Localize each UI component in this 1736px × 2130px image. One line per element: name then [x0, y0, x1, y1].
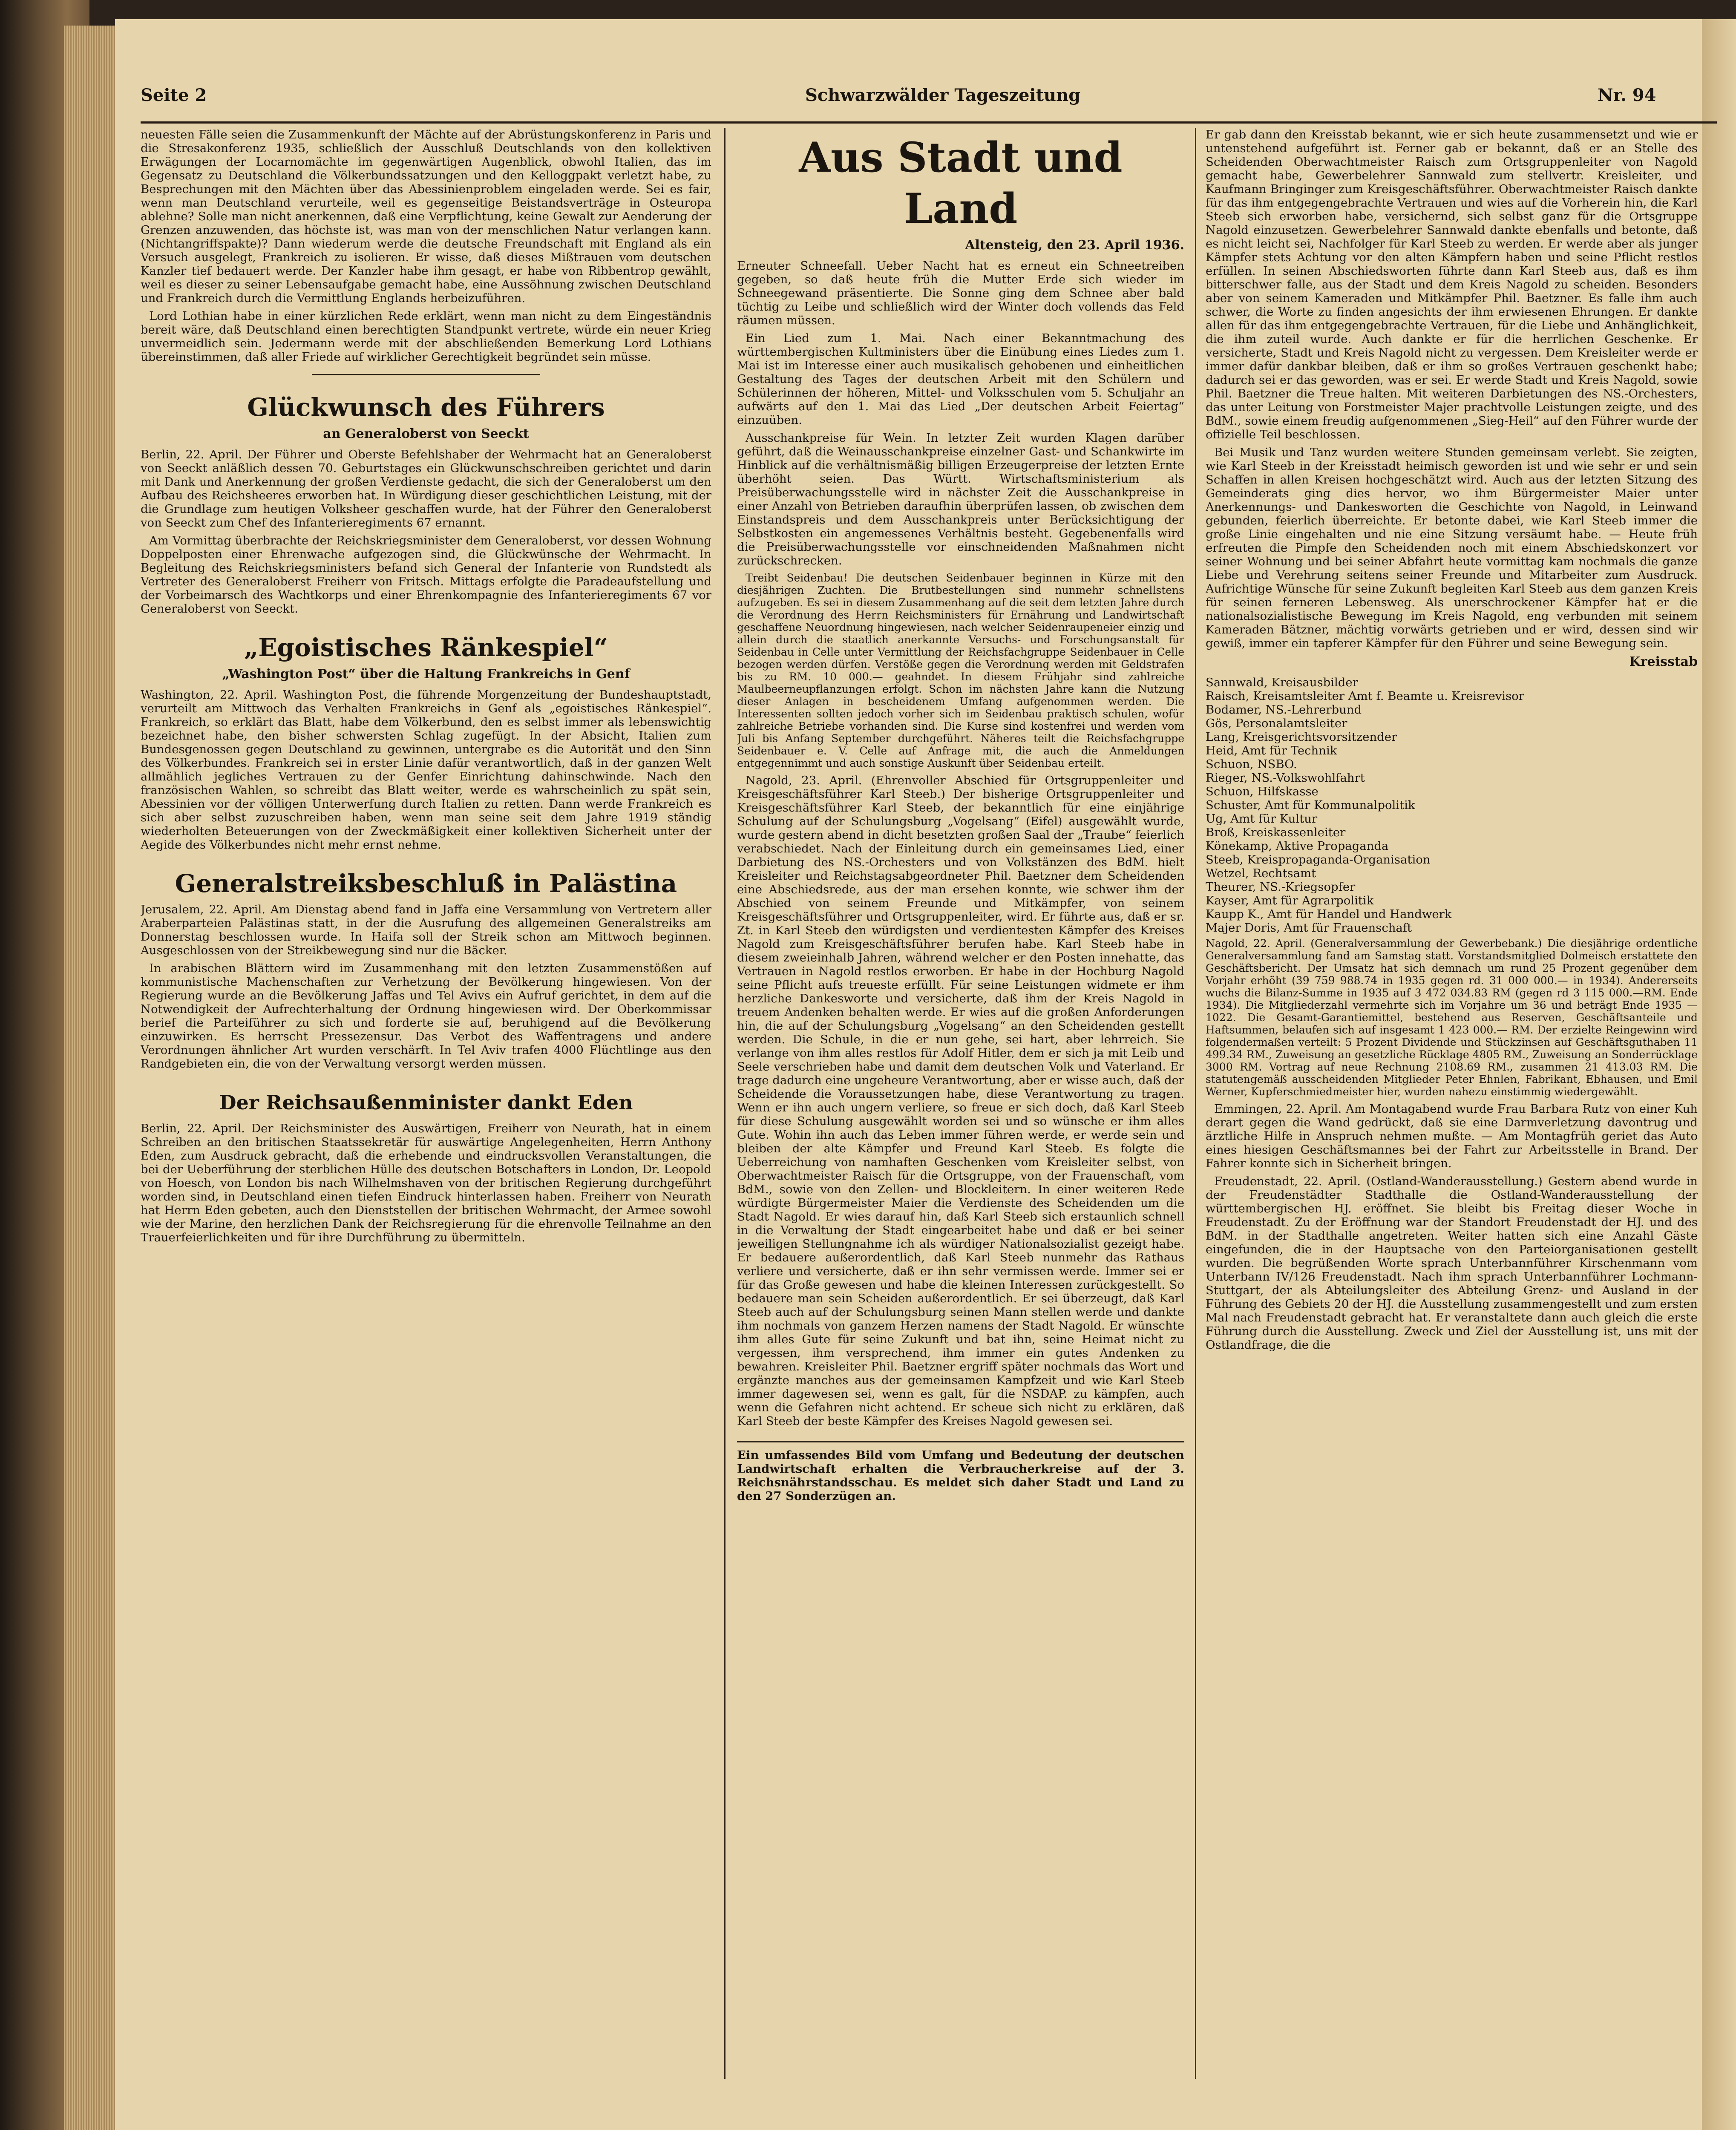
- kreisstab-entry: Schuster, Amt für Kommunalpolitik: [1206, 798, 1415, 812]
- column-divider: [1195, 128, 1196, 2079]
- dateline: Altensteig, den 23. April 1936.: [965, 238, 1184, 253]
- kreisstab-entry: Könekamp, Aktive Propaganda: [1206, 839, 1389, 853]
- article-text: Emmingen, 22. April. Am Montagabend wurde Frau Barbara Rutz von einer Kuh derart gegen die Wand gedrückt, daß sie eine Darmverletzung davontrug und ärztliche Hilfe in Anspruch nehmen mußte. — Am Montagfrüh geriet das Auto eines hiesigen Geschäftsmannes bei der Fahrt zur Arbeitsstelle in Brand. Der Fahrer konnte sich in Sicherheit bringen.: [1206, 1102, 1698, 1170]
- kreisstab-entry: Majer Doris, Amt für Frauenschaft: [1206, 921, 1412, 935]
- article-text: Nagold, 23. April. (Ehrenvoller Abschied für Ortsgruppenleiter und Kreisgeschäftsführer Karl Steeb.) Der bisherige Ortsgruppenleiter und Kreisgeschäftsführer Karl Steeb, der bekanntlich für eine einjährige Schulung auf der Schulungsburg „Vogelsang“ (Eifel) ausgewählt wurde, wurde gestern abend in dicht besetzten großen Saal der „Traube“ feierlich verabschiedet. Nach der Einleitung durch ein gemeinsames Lied, einer Darbietung des NS.-Orchesters und von Volkstänzen des BdM. hielt Kreisleiter und Reichstagsabgeordneter Phil. Baetzner dem Scheidenden eine Abschiedsrede, aus der man ersehen konnte, wie schwer ihm der Abschied von seinem Freunde und Mitkämpfer, von seinem Kreisgeschäftsführer und Ortsgruppenleiter, wird. Er führte aus, daß er sr. Zt. in Karl Steeb den würdigsten und verdientesten Kämpfer des Kreises Nagold zum Kreisgeschäftsführer berufen habe. Karl Steeb habe in diesem zweieinhalb Jahren, während welcher er den Posten innehatte, das Vertrauen in Nagold restlos erworben. Er habe in der Hochburg Nagold seine Pflicht aufs treueste erfüllt. Für seine Leistungen widmete er ihm herzliche Dankesworte und versicherte, daß ihm der Kreis Nagold in treuem Andenken behalten werde. Er wies auf die großen Anforderungen hin, die auf der Schulungsburg „Vogelsang“ an den Scheidenden gestellt werden. Die Schule, in die er nun gehe, sei hart, aber lehrreich. Sie verlange von ihm alles restlos für Adolf Hitler, dem er sich ja mit Leib und Seele verschrieben habe und damit dem deutschen Volk und Vaterland. Er trage dadurch eine ungeheure Verantwortung, aber er wisse auch, daß der Scheidende die Voraussetzungen habe, diese Verantwortung zu tragen. Wenn er ihn auch ungern verliere, so freue er sich doch, daß Karl Steeb für diese Schulung ausgewählt worden sei und so wünsche er ihm alles Gute. Wohin ihn auch das Leben immer führen werde, er werde sein und bleiben der alte Kämpfer und Freund Karl Steeb. Es folgte die Ueberreichung von namhaften Geschenken vom Kreisleiter selbst, von Oberwachtmeister Raisch für die Ortsgruppe, von der Frauenschaft, vom BdM., sowie von den Zellen- und Blockleitern. In einer weiteren Rede würdigte Bürgermeister Maier die Verdienste des Scheidenden um die Stadt Nagold. Er wies darauf hin, daß Karl Steeb sich erstaunlich schnell in die Verwaltung der Stadt eingearbeitet habe und daß er bei seiner jeweiligen Stellungnahme ich als würdiger Nationalsozialist gezeigt habe. Er bedauere außerordentlich, daß Karl Steeb nunmehr das Rathaus verliere und versicherte, daß er ihn sehr vermissen werde. Immer sei er für das Große gewesen und habe die kleinen Interessen zurückgestellt. So bedauere man sein Scheiden außerordentlich. Er sei überzeugt, daß Karl Steeb auch auf der Schulungsburg seinen Mann stellen werde und dankte ihm nochmals von ganzem Herzen namens der Stadt Nagold. Er wünschte ihm alles Gute für seine Zukunft und bat ihn, seine Heimat nicht zu vergessen, ihm versprechend, ihm immer ein gutes Andenken zu bewahren. Kreisleiter Phil. Baetzner ergriff später nochmals das Wort und ergänzte manches aus der gemeinsamen Kampfzeit und wie Karl Steeb immer dagewesen sei, wenn es galt, für die NSDAP. zu kämpfen, auch wenn die Gefahren nicht achtend. Er scheue sich nicht zu erklären, daß Karl Steeb der beste Kämpfer des Kreises Nagold gewesen sei.: [737, 774, 1184, 1428]
- article-text: Ein Lied zum 1. Mai. Nach einer Bekanntmachung des württembergischen Kultministers über die Einübung eines Liedes zum 1. Mai ist im Interesse einer auch musikalisch gehobenen und einheitlichen Gestaltung des Tages der deutschen Arbeit mit den Schülern und Schülerinnen der höheren, Mittel- und Volksschulen vom 5. Schuljahr an aufwärts auf den 1. Mai das Lied „Der deutschen Arbeit Feiertag“ einzuüben.: [737, 331, 1184, 427]
- kreisstab-entry: Schuon, Hilfskasse: [1206, 785, 1319, 798]
- article-text: Treibt Seidenbau! Die deutschen Seidenbauer beginnen in Kürze mit den diesjährigen Zuchten. Die Brutbestellungen sind nunmehr schnellstens aufzugeben. Es sei in diesem Zusammenhang auf die seit dem letzten Jahre durch die Verordnung des Herrn Reichsministers für Ernährung und Landwirtschaft geschaffene Neuordnung hingewiesen, nach welcher Seidenraupeneier einzig und allein durch die staatlich anerkannte Versuchs- und Forschungsanstalt für Seidenbau in Celle unter Vermittlung der Reichsfachgruppe Seidenbauer in Celle bezogen werden dürfen. Verstöße gegen die Verordnung werden mit Geldstrafen bis zu RM. 10 000.— geahndet. In diesem Frühjahr sind zahlreiche Maulbeerneupflanzungen erfolgt. Schon im nächsten Jahre kann die Nutzung dieser Anlagen in bescheidenem Umfang aufgenommen werden. Die Interessenten sollten jedoch vorher sich im Seidenbau praktisch schulen, wofür zahlreiche Betriebe vorhanden sind. Die Kurse sind kostenfrei und werden vom Juli bis Anfang September durchgeführt. Näheres teilt die Reichsfachgruppe Seidenbauer e. V. Celle auf Anfrage mit, die auch die Anmeldungen entgegennimmt und auch sonstige Auskunft über Seidenbau erteilt.: [737, 572, 1184, 769]
- article-text: Nagold, 22. April. (Generalversammlung der Gewerbebank.) Die diesjährige ordentliche Generalversammlung fand am Samstag statt. Vorstandsmitglied Dolmeisch erstattete den Geschäftsbericht. Der Umsatz hat sich demnach um rund 25 Prozent gegenüber dem Vorjahr erhöht (39 759 988.74 in 1935 gegen rd. 31 000 000.— in 1934). Andererseits wuchs die Bilanz-Summe in 1935 auf 3 472 034.83 RM (gegen rd 3 115 000.—RM. Ende 1934). Die Mitgliederzahl vermehrte sich im Vorjahre um 36 und beträgt Ende 1935 — 1022. Die Gesamt-Garantiemittel, bestehend aus Reserven, Geschäftsanteile und Haftsummen, belaufen sich auf insgesamt 1 423 000.— RM. Der erzielte Reingewinn wird folgendermaßen verteilt: 5 Prozent Dividende und Stückzinsen auf Geschäftsguthaben 11 499.34 RM., Zuweisung an gesetzliche Rücklage 4805 RM., Zuweisung an Sonderrücklage 3000 RM. Vortrag auf neue Rechnung 2108.69 RM., zusammen 21 413.03 RM. Die statutengemäß ausscheidenden Mitglieder Peter Ehnlen, Fabrikant, Ebhausen, und Emil Werner, Kupferschmiedmeister hier, wurden nahezu einstimmig wiedergewählt.: [1206, 937, 1698, 1098]
- article-text: Am Vormittag überbrachte der Reichskriegsminister dem Generaloberst, vor dessen Wohnung Doppelposten einer Ehrenwache aufgezogen sind, die Glückwünsche der Wehrmacht. In Begleitung des Reichskriegsministers befand sich General der Infanterie von Rundstedt als Vertreter des Generaloberst Freiherr von Fritsch. Mittags erfolgte die Paradeaufstellung und der Vorbeimarsch des Wachtkorps und einer Ehrenkompagnie des Infanterieregiments 67 vor Generaloberst von Seeckt.: [141, 534, 711, 616]
- kreisstab-entry: Kaupp K., Amt für Handel und Handwerk: [1206, 907, 1452, 921]
- article-text: In arabischen Blättern wird im Zusammenhang mit den letzten Zusammenstößen auf kommunistische Machenschaften zur Verhetzung der Bevölkerung hingewiesen. Von der Regierung wurde an die Bevölkerung Jaffas und Tel Avivs ein Aufruf gerichtet, in dem auf die Notwendigkeit der Aufrechterhaltung der Ordnung hingewiesen wird. Der Oberkommissar berief die Parteiführer zu sich und forderte sie auf, beruhigend auf die Bevölkerung einzuwirken. Es herrscht Pressezensur. Das Verbot des Waffentragens und andere Verordnungen ähnlicher Art wurden verschärft. In Tel Aviv trafen 4000 Flüchtlinge aus den Randgebieten ein, die von der Verwaltung versorgt werden müssen.: [141, 961, 711, 1071]
- headline: Der Reichsaußenminister dankt Eden: [219, 1091, 633, 1114]
- kreisstab-entry: Sannwald, Kreisausbilder: [1206, 676, 1358, 689]
- section-title: Aus Stadt und Land: [799, 133, 1123, 233]
- article-text: Jerusalem, 22. April. Am Dienstag abend fand in Jaffa eine Versammlung von Vertretern aller Araberparteien Palästinas statt, in der die Ausrufung des allgemeinen Generalstreiks am Donnerstag beschlossen wurde. In Haifa soll der Streik schon am Mittwoch beginnen. Ausgeschlossen von der Streikbewegung sind nur die Bäcker.: [141, 903, 711, 957]
- headline: Generalstreiksbeschluß in Palästina: [175, 869, 677, 898]
- header-rule: [141, 121, 1717, 124]
- kreisstab-entry: Kayser, Amt für Agrarpolitik: [1206, 894, 1374, 907]
- article-text: Ausschankpreise für Wein. In letzter Zeit wurden Klagen darüber geführt, daß die Weinausschankpreise einzelner Gast- und Schankwirte im Hinblick auf die verhältnismäßig billigen Erzeugerpreise der letzten Ernte überhöht seien. Das Württ. Wirtschaftsministerium als Preisüberwachungsstelle wird in nächster Zeit die Ausschankpreise in einer Anzahl von Betrieben daraufhin überprüfen lassen, ob zwischen dem Einstandspreis und dem Ausschankpreis unter Berücksichtigung der Selbstkosten ein angemessenes Verhältnis besteht. Gegebenenfalls wird die Preisüberwachungsstelle vor einschneidenden Maßnahmen nicht zurückschrecken.: [737, 431, 1184, 567]
- issue-number: Nr. 94: [1598, 85, 1656, 105]
- article-text: Lord Lothian habe in einer kürzlichen Rede erklärt, wenn man nicht zu dem Eingeständnis bereit wäre, daß Deutschland einen berechtigten Standpunkt vertrete, würde ein neuer Krieg unvermeidlich sein. Jedermann werde mit der abschließenden Bemerkung Lord Lothians übereinstimmen, daß aller Friede auf wirklicher Gerechtigkeit begründet sein müsse.: [141, 309, 711, 364]
- article-text: Washington, 22. April. Washington Post, die führende Morgenzeitung der Bundeshauptstadt, verurteilt am Mittwoch das Verhalten Frankreichs in Genf als „egoistisches Ränkespiel“. Frankreich, so erklärt das Blatt, habe dem Völkerbund, den es selbst immer als lebenswichtig bezeichnet habe, den bisher schwersten Schlag zugefügt. In der Absicht, Italien zum Bundesgenossen gegen Deutschland zu gewinnen, untergrabe es die Autorität und den Sinn des Völkerbundes. Frankreich sei in erster Linie dafür verantwortlich, daß in der ganzen Welt allmählich jegliches Vertrauen zu der Genfer Einrichtung dahinschwinde. Nach den französischen Wahlen, so schreibt das Blatt weiter, werde es wahrscheinlich zu spät sein, Abessinien vor der völligen Unterwerfung durch Italien zu retten. Dann werde Frankreich es sich aber selbst zuzuschreiben haben, wenn man seine seit dem Jahre 1919 ständig wiederholten Beteuerungen von der Zweckmäßigkeit einer kollektiven Sicherheit unter der Aegide des Völkerbundes nicht mehr ernst nehme.: [141, 688, 711, 852]
- subheadline: „Washington Post“ über die Haltung Frankreichs in Genf: [222, 667, 630, 682]
- headline: „Egoistisches Ränkespiel“: [244, 633, 608, 662]
- kreisstab-entry: Steeb, Kreispropaganda-Organisation: [1206, 853, 1431, 866]
- kreisstab-entry: Schuon, NSBO.: [1206, 757, 1297, 771]
- kreisstab-entry: Wetzel, Rechtsamt: [1206, 866, 1316, 880]
- article-text: Erneuter Schneefall. Ueber Nacht hat es erneut ein Schneetreiben gegeben, so daß heute früh die Mutter Erde sich wieder im Schneegewand präsentierte. Die Sonne ging dem Schnee aber bald tüchtig zu Leibe und schließlich wird der Winter doch vollends das Feld räumen müssen.: [737, 259, 1184, 327]
- column-3: [1206, 128, 1698, 2087]
- kreisstab-entry: Lang, Kreisgerichtsvorsitzender: [1206, 730, 1397, 744]
- separator: [312, 374, 540, 375]
- subheadline: an Generaloberst von Seeckt: [323, 426, 529, 441]
- kreisstab-entry: Bodamer, NS.-Lehrerbund: [1206, 703, 1362, 717]
- headline: Glückwunsch des Führers: [247, 393, 605, 422]
- article-text: Er gab dann den Kreisstab bekannt, wie er sich heute zusammensetzt und wie er untenstehend aufgeführt ist. Ferner gab er bekannt, daß er an Stelle des Scheidenden Oberwachtmeister Raisch zum Ortsgruppenleiter von Nagold gemacht habe, Gewerbelehrer Sannwald zum stellvertr. Kreisleiter, und Kaufmann Bringinger zum Kreisgeschäftsführer. Oberwachtmeister Raisch dankte für das ihm entgegengebrachte Vertrauen und wies auf die Vorherein hin, die Karl Steeb sich erworben habe, versichernd, sich selbst ganz für die Ortsgruppe Nagold einzusetzen. Gewerbelehrer Sannwald dankte ebenfalls und betonte, daß es nicht leicht sei, Nachfolger für Karl Steeb zu werden. Er werde aber als junger Kämpfer stets Achtung vor den alten Kämpfern haben und seine Pflicht restlos erfüllen. In seinen Abschiedsworten führte dann Karl Steeb aus, daß es ihm bitterschwer falle, aus der Stadt und dem Kreis Nagold zu scheiden. Besonders aber von seinem Kameraden und Mitkämpfer Phil. Baetzner. Es falle ihm auch schwer, die Worte zu finden angesichts der ihm erwiesenen Ehrungen. Er dankte allen für das ihm entgegengebrachte Vertrauen, für die Liebe und Anhänglichkeit, die ihm zuteil wurde. Auch dankte er für die herrlichen Geschenke. Er versicherte, Stadt und Kreis Nagold nicht zu vergessen. Dem Kreisleiter werde er immer dafür dankbar bleiben, daß er ihm so großes Vertrauen geschenkt habe; dadurch sei er das geworden, was er sei. Er werde Stadt und Kreis Nagold, sowie Phil. Baetzner die Treue halten. Mit weiteren Darbietungen des NS.-Orchesters, das unter Leitung von Forstmeister Majer prachtvolle Leistungen zeigte, und des BdM., sowie einem freudig aufgenommenen „Sieg-Heil“ auf den Führer wurde der offizielle Teil beschlossen.: [1206, 128, 1698, 441]
- kreisstab-entry: Rieger, NS.-Volkswohlfahrt: [1206, 771, 1365, 785]
- article-text: Berlin, 22. April. Der Reichsminister des Auswärtigen, Freiherr von Neurath, hat in einem Schreiben an den britischen Staatssekretär für auswärtige Angelegenheiten, Herrn Anthony Eden, zum Ausdruck gebracht, daß die erhebende und eindrucksvollen Veranstaltungen, die bei der Ueberführung der sterblichen Hülle des deutschen Botschafters in London, Dr. Leopold von Hoesch, von London bis nach Wilhelmshaven von der britischen Regierung durchgeführt worden sind, in Deutschland einen tiefen Eindruck hinterlassen haben. Freiherr von Neurath hat Herrn Eden gebeten, auch den Dienststellen der britischen Wehrmacht, der Armee sowohl wie der Marine, den herzlichen Dank der Reichsregierung für die ehrenvolle Teilnahme an den Trauerfeierlichkeiten und für ihre Durchführung zu übermitteln.: [141, 1122, 711, 1244]
- notice-box: Ein umfassendes Bild vom Umfang und Bedeutung der deutschen Landwirtschaft erhalten die Verbraucherkreise auf der 3. Reichsnährstandsschau. Es meldet sich daher Stadt und Land zu den 27 Sonderzügen an.: [737, 1441, 1184, 1503]
- newspaper-title: Schwarzwälder Tageszeitung: [805, 85, 1081, 105]
- page-label: Seite 2: [141, 85, 207, 105]
- page-header: [141, 85, 1725, 115]
- kreisstab-entry: Broß, Kreiskassenleiter: [1206, 826, 1346, 839]
- column-2: [737, 128, 1184, 2087]
- kreisstab-entry: Theurer, NS.-Kriegsopfer: [1206, 880, 1356, 894]
- next-page-edge: [1702, 19, 1736, 2130]
- article-text: Freudenstadt, 22. April. (Ostland-Wanderausstellung.) Gestern abend wurde in der Freudenstädter Stadthalle die Ostland-Wanderausstellung der württembergischen HJ. eröffnet. Sie bleibt bis Freitag dieser Woche in Freudenstadt. Zu der Eröffnung war der Standort Freudenstadt der HJ. und des BdM. in der Stadthalle angetreten. Weiter hatten sich eine Anzahl Gäste eingefunden, die in der Hauptsache von den Parteiorganisationen gestellt wurden. Die begrüßenden Worte sprach Unterbannführer Kirschenmann vom Unterbann IV/126 Freudenstadt. Nach ihm sprach Unterbannführer Lochmann-Stuttgart, der als Abteilungsleiter des Abteilung Grenz- und Ausland in der Führung des Gebiets 20 der HJ. die Ausstellung zusammengestellt und zum ersten Mal nach Freudenstadt gebracht hat. Er veranstaltete dann auch gleich die erste Führung durch die Ausstellung. Zweck und Ziel der Ausstellung ist, uns mit der Ostlandfrage, die die: [1206, 1174, 1698, 1352]
- column-divider: [724, 128, 725, 2079]
- kreisstab-entry: Ug, Amt für Kultur: [1206, 812, 1318, 826]
- page-stack-edge: [64, 26, 124, 2130]
- kreisstab-entry: Gös, Personalamtsleiter: [1206, 717, 1347, 730]
- kreisstab-title: Kreisstab: [1629, 654, 1698, 669]
- article-text: neuesten Fälle seien die Zusammenkunft der Mächte auf der Abrüstungskonferenz in Paris und die Stresakonferenz 1935, schließlich der Ausschluß Deutschlands von den kollektiven Erwägungen der Locarnomächte im gegenwärtigen Augenblick, obwohl Italien, das im Gegensatz zu Deutschland die Völkerbundssatzungen und den Kelloggpakt verletzt habe, zu Besprechungen mit den Mächten über das Abessinienproblem eingeladen werde. Sei es fair, wenn man Deutschland verurteile, weil es gegenseitige Beistandsverträge in Osteuropa ablehne? Solle man nicht anerkennen, daß eine Verpflichtung, keine Gewalt zur Aenderung der Grenzen anzuwenden, das höchste ist, was man von der menschlichen Natur verlangen kann. (Nichtangriffspakte)? Dann wiederum werde die deutsche Freundschaft mit England als ein Versuch ausgelegt, Frankreich zu isolieren. Er wisse, daß dieses Mißtrauen vom deutschen Kanzler tief bedauert werde. Der Kanzler habe ihm gesagt, er habe von Ribbentrop gewählt, weil es dieser zu seiner Lebensaufgabe gemacht habe, eine Aussöhnung zwischen Deutschland und Frankreich durch die Vermittlung Englands herbeizuführen.: [141, 128, 711, 305]
- kreisstab-entry: Heid, Amt für Technik: [1206, 744, 1337, 757]
- kreisstab-list: [1206, 676, 1698, 935]
- column-1: [141, 128, 711, 2083]
- article-text: Bei Musik und Tanz wurden weitere Stunden gemeinsam verlebt. Sie zeigten, wie Karl Steeb in der Kreisstadt heimisch geworden ist und wie sehr er und sein Schaffen in allen Kreisen hochgeschätzt wird. Auch aus der letzten Sitzung des Gemeinderats ging dies hervor, wo ihm Bürgermeister Maier unter Anerkennungs- und Dankesworten die Geschichte von Nagold, in Leinwand gebunden, feierlich überreichte. Er betonte dabei, wie Karl Steeb immer die große Linie eingehalten und nie eine Sitzung versäumt habe. — Heute früh erfreuten die Pimpfe den Scheidenden noch mit einem Abschiedskonzert vor seiner Wohnung und bei seiner Abfahrt heute vormittag kam nochmals die ganze Liebe und Verehrung seitens seiner Freunde und Mitarbeiter zum Ausdruck. Aufrichtige Wünsche für seine Zukunft begleiten Karl Steeb aus dem ganzen Kreis für seinen ferneren Lebensweg. Als unerschrockener Kämpfer hat er die nationalsozialistische Bewegung im Kreis Nagold, eng verbunden mit seinem Kameraden Bätzner, mächtig vorwärts getrieben und er wird, dessen sind wir gewiß, immer ein tapferer Kämpfer für den Führer und seine Bewegung sein.: [1206, 446, 1698, 650]
- article-text: Berlin, 22. April. Der Führer und Oberste Befehlshaber der Wehrmacht hat an Generaloberst von Seeckt anläßlich dessen 70. Geburtstages ein Glückwunschschreiben gerichtet und darin mit Dank und Anerkennung der großen Verdienste gedacht, die sich der Generaloberst um den Aufbau des Reichsheeres erworben hat. In Würdigung dieser geschichtlichen Leistung, mit der die Grundlage zum heutigen Volksheer geschaffen wurde, hat der Führer den Generaloberst von Seeckt zum Chef des Infanterieregiments 67 ernannt.: [141, 448, 711, 530]
- kreisstab-entry: Raisch, Kreisamtsleiter Amt f. Beamte u. Kreisrevisor: [1206, 689, 1524, 703]
